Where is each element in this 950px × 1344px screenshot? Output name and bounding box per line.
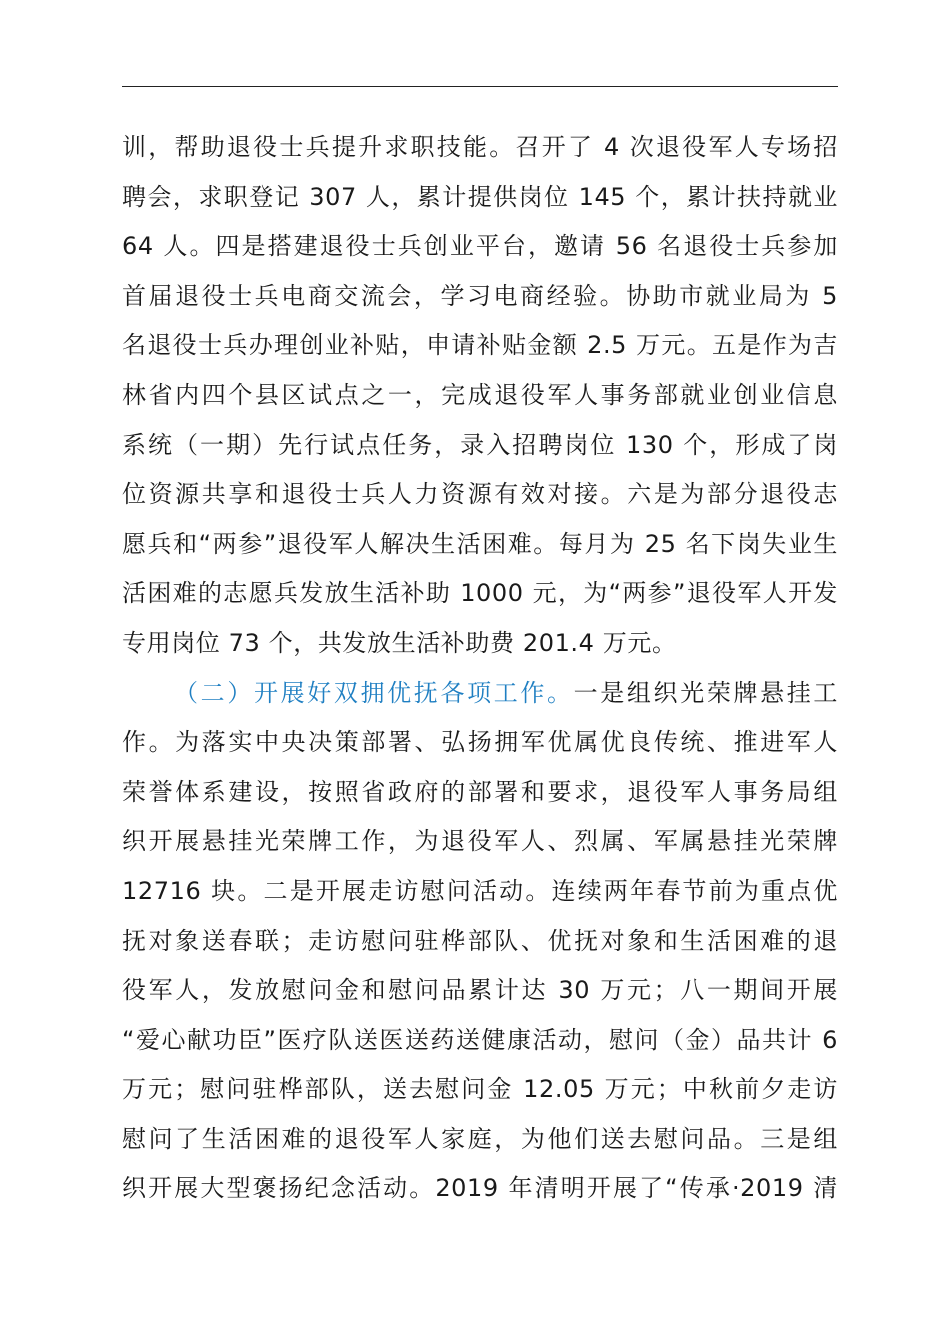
text-line: 聘会，求职登记 307 人，累计提供岗位 145 个，累计扶持就业 (122, 182, 838, 211)
text-line: 活困难的志愿兵发放生活补助 1000 元，为“两参”退役军人开发 (122, 579, 838, 608)
text-line: 林省内四个县区试点之一，完成退役军人事务部就业创业信息 (122, 380, 838, 409)
header-rule (122, 86, 838, 87)
text-line: 首届退役士兵电商交流会，学习电商经验。协助市就业局为 5 (122, 281, 838, 310)
text-line: 12716 块。二是开展走访慰问活动。连续两年春节前为重点优 (122, 876, 838, 905)
text-span: 一是组织光荣牌悬挂工 (573, 678, 838, 707)
text-line: 织开展悬挂光荣牌工作，为退役军人、烈属、军属悬挂光荣牌 (122, 827, 838, 856)
text-line: “爱心献功臣”医疗队送医送药送健康活动，慰问（金）品共计 6 (122, 1025, 838, 1054)
text-line: 慰问了生活困难的退役军人家庭，为他们送去慰问品。三是组 (122, 1124, 838, 1153)
text-line: 荣誉体系建设，按照省政府的部署和要求，退役军人事务局组 (122, 777, 838, 806)
section-heading-line (122, 669, 838, 719)
text-line: 名退役士兵办理创业补贴，申请补贴金额 2.5 万元。五是作为吉 (122, 331, 838, 360)
text-line: 位资源共享和退役士兵人力资源有效对接。六是为部分退役志 (122, 480, 838, 509)
text-line: 抚对象送春联；走访慰问驻桦部队、优抚对象和生活困难的退 (122, 926, 838, 955)
text-line: 作。为落实中央决策部署、弘扬拥军优属优良传统、推进军人 (122, 728, 838, 757)
text-line: 专用岗位 73 个，共发放生活补助费 201.4 万元。 (122, 628, 677, 657)
text-line: 训，帮助退役士兵提升求职技能。召开了 4 次退役军人专场招 (122, 133, 838, 161)
document-body (122, 123, 838, 1214)
text-line: 系统（一期）先行试点任务，录入招聘岗位 130 个，形成了岗 (122, 430, 838, 459)
text-line: 万元；慰问驻桦部队，送去慰问金 12.05 万元；中秋前夕走访 (122, 1075, 838, 1104)
text-line: 愿兵和“两参”退役军人解决生活困难。每月为 25 名下岗失业生 (122, 529, 838, 558)
text-line: 64 人。四是搭建退役士兵创业平台，邀请 56 名退役士兵参加 (122, 232, 838, 261)
section-heading: （二）开展好双拥优抚各项工作。 (172, 678, 574, 707)
text-line: 织开展大型褒扬纪念活动。2019 年清明开展了“传承·2019 清 (122, 1174, 838, 1203)
text-line: 役军人，发放慰问金和慰问品累计达 30 万元；八一期间开展 (122, 976, 838, 1005)
